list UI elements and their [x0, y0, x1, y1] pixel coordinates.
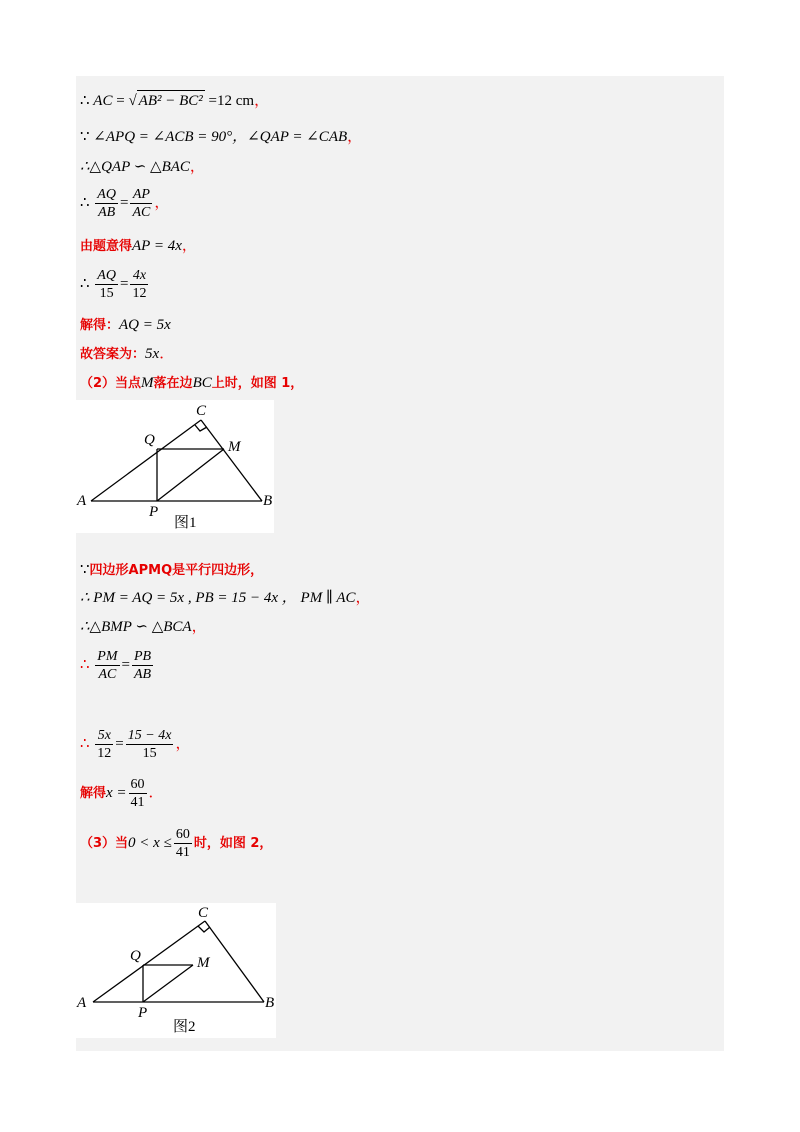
- red-period: ．: [159, 346, 175, 362]
- line-ratio-4: ∴ $\frac{5x}{12}$ = $\frac{15 - 4x}{15}$ ，: [80, 728, 191, 761]
- line-similar-2: [80, 617, 207, 637]
- red-comma: ，: [191, 619, 207, 635]
- red-label: （2）当点: [80, 376, 142, 391]
- label-m: M: [228, 439, 241, 455]
- math-text: ∴△BMP ∽ △BCA: [80, 619, 192, 635]
- red-comma: ，: [175, 735, 191, 752]
- red-label: 故答案为：: [80, 347, 146, 362]
- because-symbol: ∵: [80, 129, 90, 145]
- label-p: P: [138, 1005, 148, 1021]
- segment-pm: [157, 449, 224, 501]
- red-label: 由题意得: [80, 239, 133, 254]
- red-comma: ，: [154, 194, 170, 211]
- sqrt-sign: √: [128, 93, 137, 109]
- label-b: B: [265, 995, 275, 1011]
- fraction: $\frac{PM}{AC}$: [97, 649, 118, 682]
- segment-bc: [205, 921, 264, 1002]
- math-text: =12 cm: [208, 93, 255, 109]
- red-label: 四边形APMQ是平行四边形，: [89, 563, 264, 578]
- because-symbol: ∵: [80, 562, 90, 578]
- line-similar-1: [80, 157, 205, 177]
- fraction: $\frac{60}{41}$: [175, 827, 190, 860]
- figure-1: [76, 400, 274, 533]
- line-solve-2: [80, 776, 164, 811]
- segment-pm: [143, 965, 193, 1002]
- fraction: $\frac{PB}{AB}$: [133, 649, 152, 682]
- line-ac-length: [80, 90, 269, 111]
- math-text: =: [116, 93, 125, 109]
- label-q: Q: [144, 432, 155, 448]
- sqrt-radicand: AB² − BC²: [137, 90, 205, 111]
- label-c: C: [196, 403, 207, 419]
- math-text: M: [141, 375, 154, 391]
- line-parallelogram: [80, 560, 263, 581]
- segment-ac: [93, 921, 205, 1002]
- right-angle-mark: [198, 926, 210, 932]
- label-m: M: [197, 955, 210, 971]
- red-period: ．: [148, 784, 164, 801]
- red-label: 落在边: [153, 376, 193, 391]
- line-solve-1: [80, 315, 171, 336]
- fraction: $\frac{15 - 4x}{15}$: [127, 728, 172, 761]
- label-p: P: [149, 504, 159, 520]
- line-ratio-1: ∴ $\frac{AQ}{AB}$ = $\frac{AP}{AC}$ ，: [80, 187, 170, 220]
- line-ratio-3: ∴ $\frac{PM}{AC}$ = $\frac{PB}{AB}$: [80, 649, 152, 682]
- figure-2-diagram: [76, 903, 276, 1038]
- math-text: AQ = 5x: [119, 317, 171, 333]
- line-case-3: [80, 826, 272, 861]
- red-label: （3）当: [80, 835, 129, 851]
- math-text: 0 < x ≤: [128, 834, 172, 851]
- math-text: AP = 4x: [132, 238, 182, 254]
- math-text: BC: [192, 375, 212, 391]
- line-answer: [80, 344, 174, 365]
- label-a: A: [77, 995, 87, 1011]
- red-comma: ，: [355, 590, 371, 606]
- label-q: Q: [130, 948, 141, 964]
- fraction: $\frac{AQ}{15}$: [97, 268, 116, 301]
- red-comma: ，: [254, 93, 270, 109]
- math-text: ∠APQ = ∠ACB = 90°，∠QAP = ∠CAB: [93, 129, 348, 145]
- math-text: ∴ PM = AQ = 5x , PB = 15 − 4x ， PM ∥ AC: [80, 590, 356, 606]
- red-label: 上时，如图 1，: [211, 376, 304, 391]
- math-text: ∴△QAP ∽ △BAC: [80, 159, 190, 175]
- therefore-symbol: ∴: [80, 735, 90, 752]
- line-angle-equal: [80, 127, 362, 147]
- red-comma: ，: [347, 129, 363, 145]
- figure-1-caption: 图1: [174, 515, 197, 531]
- figure-1-diagram: [76, 400, 274, 533]
- red-comma: ，: [189, 159, 205, 175]
- therefore-symbol: ∴: [80, 93, 90, 109]
- math-text: x =: [106, 784, 127, 801]
- label-c: C: [198, 905, 209, 921]
- figure-2-caption: 图2: [173, 1019, 196, 1035]
- line-case-2: [80, 373, 303, 394]
- math-text: 5x: [145, 346, 160, 362]
- therefore-symbol: ∴: [80, 275, 90, 292]
- line-pm-pb: [80, 588, 371, 608]
- red-label: 解得: [80, 785, 107, 801]
- fraction: $\frac{AP}{AC}$: [132, 187, 151, 220]
- red-label: 时，如图 2，: [193, 835, 273, 851]
- fraction: $\frac{5x}{12}$: [97, 728, 112, 761]
- label-b: B: [263, 493, 273, 509]
- fraction: $\frac{AQ}{AB}$: [97, 187, 116, 220]
- line-given: [80, 236, 197, 257]
- figure-2: [76, 903, 276, 1038]
- fraction: $\frac{60}{41}$: [130, 777, 145, 810]
- therefore-symbol: ∴: [80, 656, 90, 673]
- line-ratio-2: ∴ $\frac{AQ}{15}$ = $\frac{4x}{12}$: [80, 268, 147, 301]
- therefore-symbol: ∴: [80, 194, 90, 211]
- red-label: 解得：: [80, 318, 120, 333]
- red-comma: ，: [181, 238, 197, 254]
- math-text: AC: [93, 93, 113, 109]
- label-a: A: [77, 493, 87, 509]
- fraction: $\frac{4x}{12}$: [132, 268, 147, 301]
